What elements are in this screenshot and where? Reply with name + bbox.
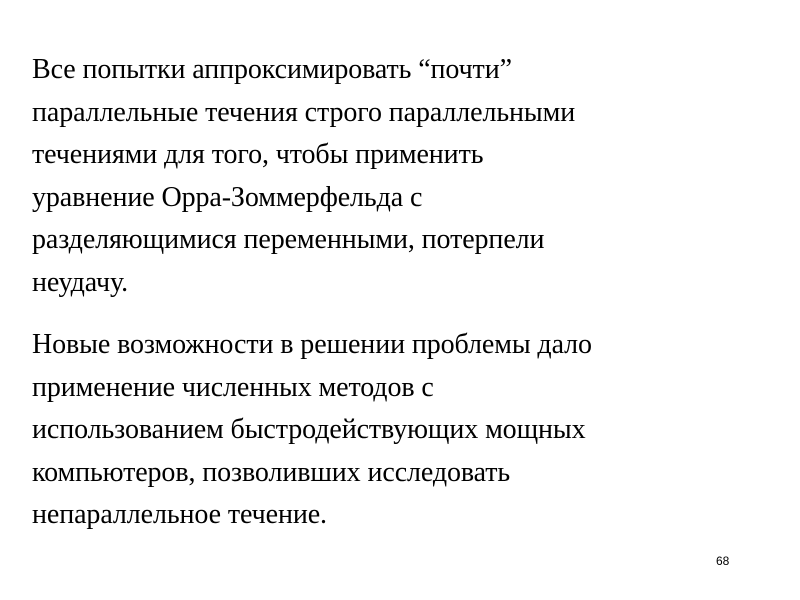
paragraph-line: разделяющимися переменными, потерпели (32, 224, 545, 255)
paragraph-1 (32, 49, 772, 304)
paragraph-2 (32, 324, 772, 537)
paragraph-line: течениями для того, чтобы применить (32, 139, 484, 170)
paragraph-line: Новые возможности в решении проблемы дало (32, 329, 592, 360)
paragraph-line: Все попытки аппроксимировать “почти” (32, 54, 512, 85)
paragraph-line: неудачу. (32, 266, 128, 298)
paragraph-line: использованием быстродействующих мощных (32, 414, 586, 445)
paragraph-line: применение численных методов с (32, 371, 434, 403)
paragraph-line: непараллельное течение. (32, 499, 327, 530)
page-number: 68 (716, 554, 730, 568)
paragraph-line: компьютеров, позволивших исследовать (32, 456, 511, 488)
paragraph-line: уравнение Орра-Зоммерфельда с (32, 181, 423, 213)
paragraph-line: параллельные течения строго параллельными (32, 96, 576, 128)
